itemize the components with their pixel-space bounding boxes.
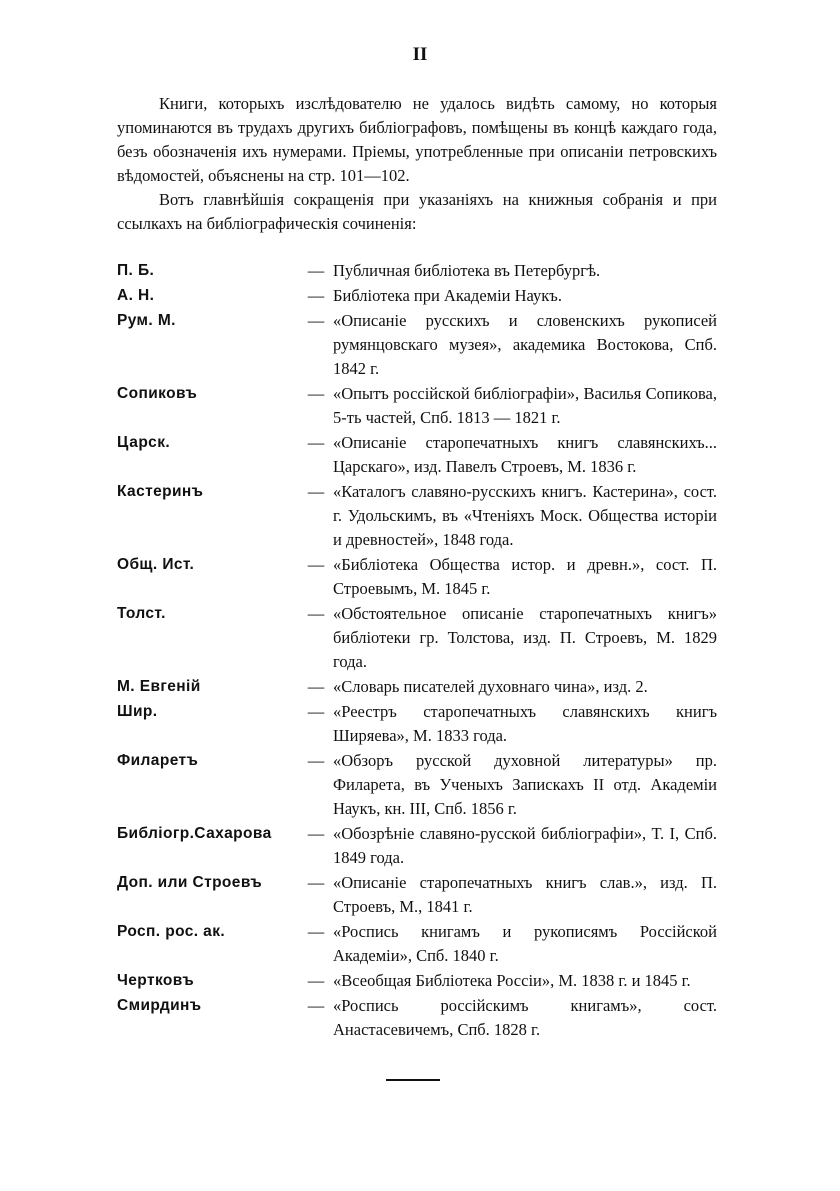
abbreviation-description: «Описаніе старопечатныхъ книгъ славянскихъ... Царскаго», изд. Павелъ Строевъ, М. 1836 г. xyxy=(333,433,717,476)
dash: — xyxy=(307,261,325,280)
abbreviation-entry xyxy=(117,553,717,601)
abbreviation: А. Н. xyxy=(117,287,155,304)
abbreviation: П. Б. xyxy=(117,262,155,279)
intro-paragraph-1: Книги, которыхъ изслѣдователю не удалось видѣть самому, но которыя упоминаются въ трудахъ другихъ библіографовъ, помѣщены въ концѣ каждаго года, безъ обозначенія ихъ нумерами. Пріемы, употребленные при описаніи петровскихъ вѣдомостей, объяснены на стр. 101—102. xyxy=(117,94,717,185)
dash: — xyxy=(307,384,325,403)
dash: — xyxy=(307,996,325,1015)
abbreviation: Шир. xyxy=(117,703,158,720)
abbreviation-entry xyxy=(117,431,717,479)
abbreviation-description: «Обозрѣніе славяно-русской библіографіи», Т. I, Спб. 1849 года. xyxy=(333,824,717,867)
dash: — xyxy=(307,433,325,452)
abbreviation-entry xyxy=(117,382,717,430)
abbreviation: Доп. или Строевъ xyxy=(117,874,263,891)
abbreviation-description: «Роспись россійскимъ книгамъ», сост. Анастасевичемъ, Спб. 1828 г. xyxy=(333,996,717,1039)
dash: — xyxy=(307,677,325,696)
dash: — xyxy=(307,604,325,623)
abbreviation-entry xyxy=(117,602,717,674)
abbreviation-description: «Библіотека Общества истор. и древн.», сост. П. Строевымъ, М. 1845 г. xyxy=(333,555,717,598)
abbreviation: Библіогр.Сахарова xyxy=(117,825,272,842)
dash: — xyxy=(307,824,325,843)
dash: — xyxy=(307,311,325,330)
dash: — xyxy=(307,873,325,892)
abbreviation-description: «Описаніе старопечатныхъ книгъ слав.», изд. П. Строевъ, М., 1841 г. xyxy=(333,873,717,916)
abbreviation-description: «Обзоръ русской духовной литературы» пр. Филарета, въ Ученыхъ Запискахъ II отд. Академіи Наукъ, кн. III, Спб. 1856 г. xyxy=(333,751,717,818)
abbreviation-description: «Роспись книгамъ и рукописямъ Россійской Академіи», Спб. 1840 г. xyxy=(333,922,717,965)
abbreviation-entry xyxy=(117,480,717,552)
page-number: II xyxy=(412,44,428,65)
abbreviation: Смирдинъ xyxy=(117,997,202,1014)
dash: — xyxy=(307,555,325,574)
abbreviation-entry xyxy=(117,259,717,283)
abbreviation: Чертковъ xyxy=(117,972,195,989)
dash: — xyxy=(307,751,325,770)
abbreviation: Кастеринъ xyxy=(117,483,204,500)
abbreviation-entry xyxy=(117,284,717,308)
abbreviation: Сопиковъ xyxy=(117,385,198,402)
abbreviation-entry xyxy=(117,749,717,821)
abbreviation-list xyxy=(117,259,717,1043)
abbreviation-entry xyxy=(117,969,717,993)
dash: — xyxy=(307,482,325,501)
dash: — xyxy=(307,286,325,305)
abbreviation: Рум. М. xyxy=(117,312,176,329)
abbreviation-entry xyxy=(117,309,717,381)
abbreviation: Общ. Ист. xyxy=(117,556,195,573)
abbreviation: Толст. xyxy=(117,605,166,622)
abbreviation-description: Библіотека при Академіи Наукъ. xyxy=(333,286,562,305)
abbreviation-entry xyxy=(117,700,717,748)
abbreviation: М. Евгеній xyxy=(117,678,201,695)
abbreviation-description: «Всеобщая Библіотека Россіи», М. 1838 г. и 1845 г. xyxy=(333,971,691,990)
abbreviation-description: «Описаніе русскихъ и словенскихъ рукописей румянцовскаго музея», академика Востокова, Спб. 1842 г. xyxy=(333,311,717,378)
abbreviation-entry xyxy=(117,822,717,870)
abbreviation-description: «Словарь писателей духовнаго чина», изд. 2. xyxy=(333,677,648,696)
abbreviation-description: «Реестръ старопечатныхъ славянскихъ книгъ Ширяева», М. 1833 года. xyxy=(333,702,717,745)
abbreviation-entry xyxy=(117,675,717,699)
abbreviation-description: «Опытъ россійской библіографіи», Василья Сопикова, 5-ть частей, Спб. 1813 — 1821 г. xyxy=(333,384,717,427)
abbreviation-entry xyxy=(117,920,717,968)
dash: — xyxy=(307,922,325,941)
abbreviation: Царск. xyxy=(117,434,171,451)
abbreviation-entry xyxy=(117,871,717,919)
abbreviation-description: Публичная библіотека въ Петербургѣ. xyxy=(333,261,601,280)
dash: — xyxy=(307,971,325,990)
abbreviation-entry xyxy=(117,994,717,1042)
abbreviation: Филаретъ xyxy=(117,752,199,769)
intro-paragraph-2: Вотъ главнѣйшія сокращенія при указаніяхъ на книжныя собранія и при ссылкахъ на библіографическія сочиненія: xyxy=(117,190,717,233)
closing-rule xyxy=(386,1079,440,1081)
abbreviation-description: «Каталогъ славяно-русскихъ книгъ. Кастерина», сост. г. Удольскимъ, въ «Чтеніяхъ Моск. Общества исторіи и древностей», 1848 года. xyxy=(333,482,717,549)
dash: — xyxy=(307,702,325,721)
abbreviation-description: «Обстоятельное описаніе старопечатныхъ книгъ» библіотеки гр. Толстова, изд. П. Строевъ, М. 1829 года. xyxy=(333,604,717,671)
intro-text xyxy=(117,92,717,236)
abbreviation: Росп. рос. ак. xyxy=(117,923,226,940)
